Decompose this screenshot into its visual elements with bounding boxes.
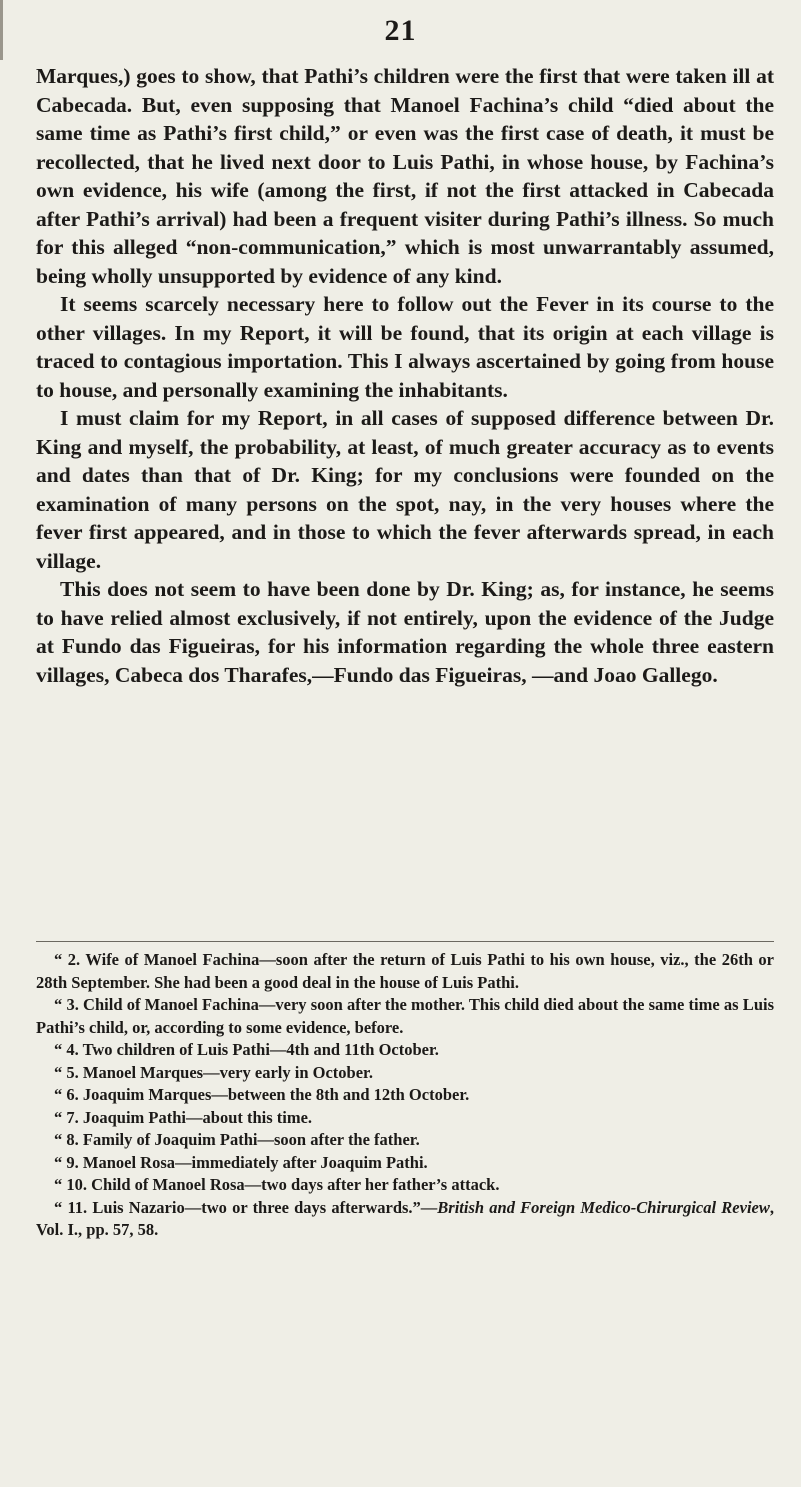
footnote: “ 9. Manoel Rosa—immediately after Joaquim Pathi.	[54, 1152, 428, 1172]
footnote: “ 10. Child of Manoel Rosa—two days after her father’s attack.	[54, 1175, 500, 1194]
paragraph: This does not seem to have been done by Dr. King; as, for instance, he seems to have relied almost exclusively, if not entirely, upon the evidence of the Judge at Fundo das Figueiras, for his information regarding the whole three eastern villages, Cabeca dos Tharafes,—Fundo das Figueiras, —and Joao Gallego.	[36, 577, 774, 687]
footnote-divider	[36, 941, 774, 942]
page-number: 21	[384, 14, 417, 47]
footnote: “ 6. Joaquim Marques—between the 8th and 12th October.	[54, 1085, 470, 1104]
footnote: “ 5. Manoel Marques—very early in October.	[54, 1062, 373, 1082]
paragraph: Marques,) goes to show, that Pathi’s children were the first that were taken ill at Cabecada. But, even supposing that Manoel Fachina’s child “died about the same time as Pathi’s first child,” or even was the first case of death, it must be recollected, that he lived next door to Luis Pathi, in whose house, by Fachina’s own evidence, his wife (among the first, if not the first attacked in Cabecada after Pathi’s arrival) had been a frequent visiter during Pathi’s illness. So much for this alleged “non-communication,” which is most unwarrantably assumed, being wholly unsupported by evidence of any kind.	[36, 64, 774, 288]
footnote-last	[36, 1197, 774, 1242]
paragraph: I must claim for my Report, in all cases of supposed difference between Dr. King and myself, the probability, at least, of much greater accuracy as to events and dates than that of Dr. King; for my conclusions were founded on the examination of many persons on the spot, nay, in the very houses where the fever first appeared, and in those to which the fever afterwards spread, in each village.	[36, 406, 774, 573]
footnote: “ 3. Child of Manoel Fachina—very soon after the mother. This child died about the same time as Luis Pathi’s child, or, according to some evidence, before.	[36, 995, 774, 1037]
footnote: “ 4. Two children of Luis Pathi—4th and 11th October.	[54, 1040, 439, 1059]
journal-title: British and Foreign Medico-Chirurgical Review	[437, 1197, 770, 1217]
footnotes	[36, 949, 774, 1242]
citation: , Vol. I., pp. 57, 58.	[36, 1197, 774, 1239]
footnote: “ 2. Wife of Manoel Fachina—soon after the return of Luis Pathi to his own house, viz., the 26th or 28th September. She had been a good deal in the house of Luis Pathi.	[36, 950, 774, 992]
paragraph: It seems scarcely necessary here to follow out the Fever in its course to the other villages. In my Report, it will be found, that its origin at each village is traced to contagious importation. This I always ascertained by going from house to house, and personally examining the inhabitants.	[36, 292, 774, 402]
footnote-text: “ 11. Luis Nazario—two or three days afterwards.”—	[54, 1197, 438, 1217]
footnote: “ 7. Joaquim Pathi—about this time.	[54, 1107, 313, 1127]
footnote: “ 8. Family of Joaquim Pathi—soon after the father.	[54, 1130, 420, 1149]
main-text	[36, 62, 774, 689]
